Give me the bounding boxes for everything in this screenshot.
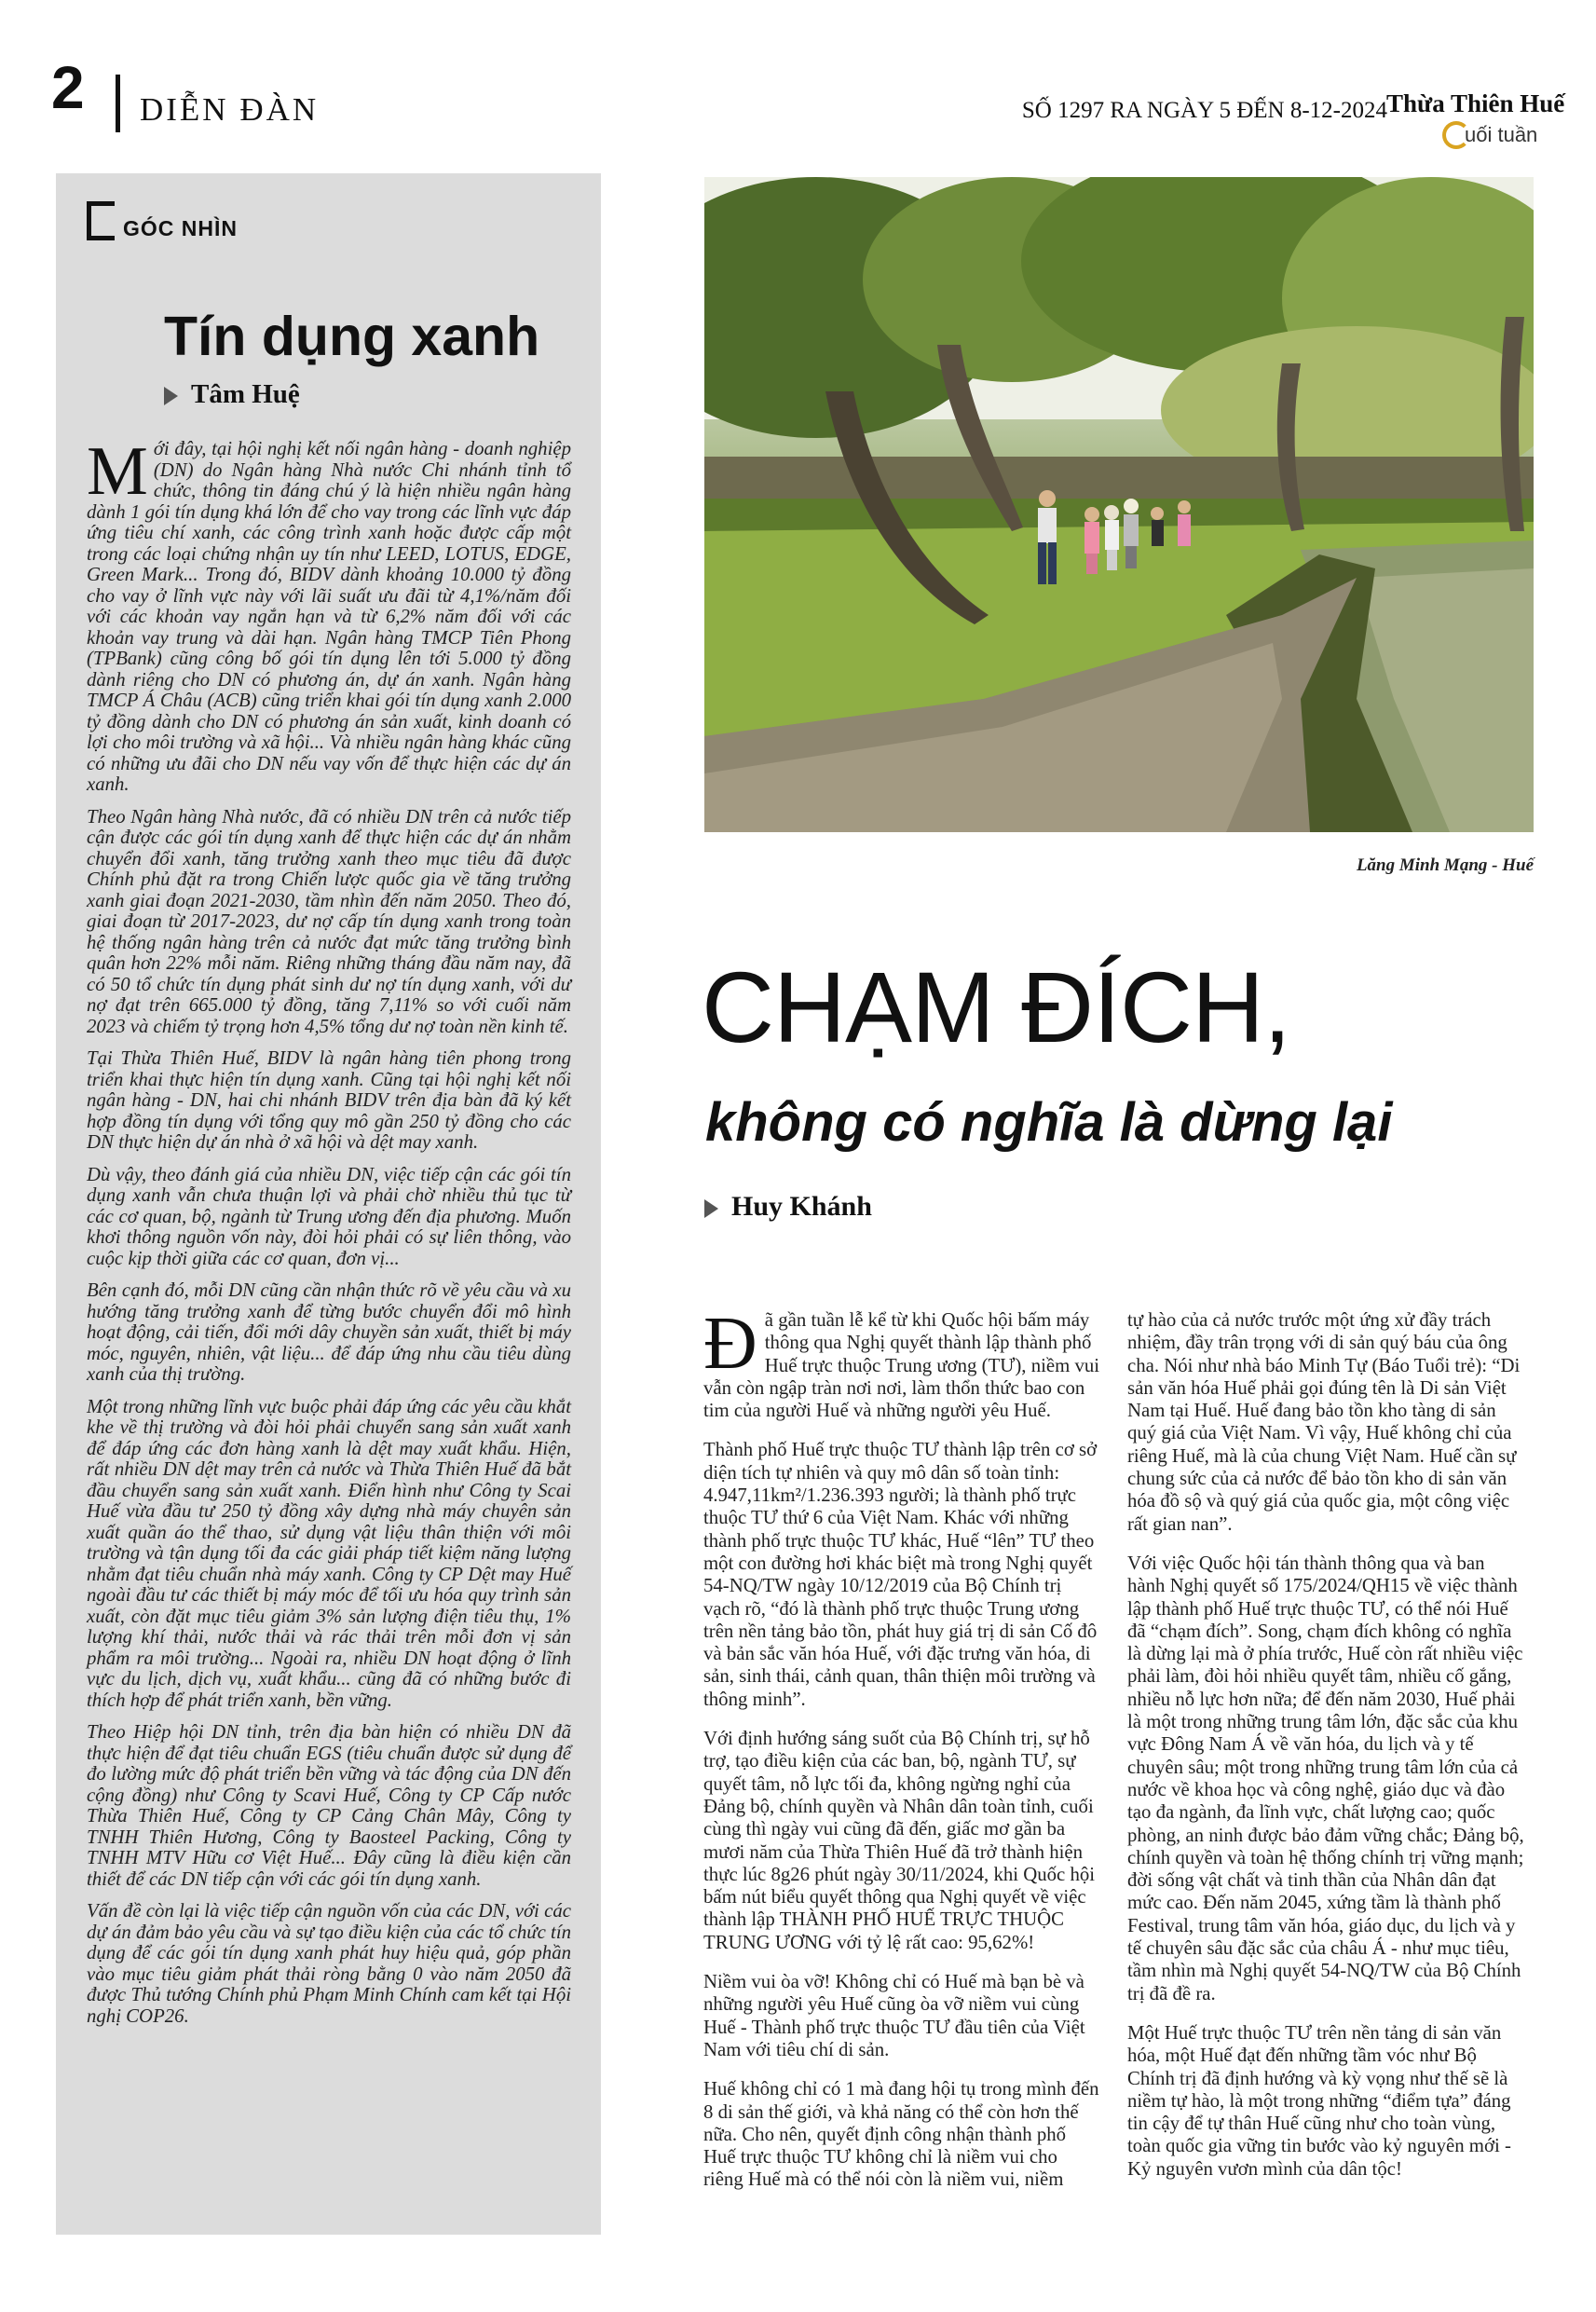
section-title: DIỄN ĐÀN: [140, 91, 320, 128]
sidebar-paragraph-text: ới đây, tại hội nghị kết nối ngân hàng - doanh nghiệp (DN) do Ngân hàng Nhà nước Chi nhánh tỉnh tổ chức, thông tin đáng chú ý là hiện nhiều ngân hàng dành 1 gói tín dụng khá lớn để cho vay trong các lĩnh vực đáp ứng tiêu chí xanh, các công trình xanh hoặc được cấp một trong các loại chứng nhận uy tín như LEED, LOTUS, EDGE, Green Mark... Trong đó, BIDV dành khoảng 10.000 tỷ đồng cho vay ở lĩnh vực này với lãi suất ưu đãi từ 4,1%/năm đối với các khoản vay ngắn hạn và từ 6,2% năm đối với các khoản vay trung và dài hạn. Ngân hàng TMCP Tiên Phong (TPBank) cũng công bố gói tín dụng lên tới 5.000 tỷ đồng dành riêng cho DN có phương án, dự án xanh. Ngân hàng TMCP Á Châu (ACB) cũng triển khai gói tín dụng xanh 2.000 tỷ đồng dành cho DN có phương án sản xuất, kinh doanh có lợi cho môi trường và xã hội... Và nhiều ngân hàng khác cũng có những ưu đãi cho DN nếu vay vốn để thực hiện các dự án xanh.: [87, 438, 571, 795]
sidebar-paragraph: Dù vậy, theo đánh giá của nhiều DN, việc tiếp cận các gói tín dụng xanh vẫn chưa thuận lợi và phải chờ nhiều thủ tục từ các cơ quan, bộ, ngành từ Trung ương đến địa phương. Muốn khơi thông nguồn vốn này, đòi hỏi phải có sự liên thông, vào cuộc kịp thời giữa các cơ quan, đơn vị...: [87, 1163, 571, 1269]
photo-illustration: [704, 177, 1534, 832]
sidebar-paragraph: Theo Ngân hàng Nhà nước, đã có nhiều DN trên cả nước tiếp cận được các gói tín dụng xanh để thực hiện các dự án nhằm chuyển đổi xanh, tăng trưởng xanh theo mục tiêu đã được Chính phủ đặt ra trong Chiến lược quốc gia về tăng trưởng xanh giai đoạn 2021-2030, tầm nhìn đến năm 2050. Theo đó, giai đoạn từ 2017-2023, dư nợ cấp tín dụng xanh trong toàn hệ thống ngân hàng trên cả nước đạt mức tăng trưởng bình quân hơn 22% mỗi năm. Riêng những tháng đầu năm nay, đã có 50 tổ chức tín dụng phát sinh dư nợ tín dụng xanh, với dư nợ đạt trên 665.000 tỷ đồng, tăng 7,11% so với cuối năm 2023 và chiếm tỷ trọng hơn 4,5% tổng dư nợ toàn nền kinh tế.: [87, 805, 571, 1037]
photo-caption: Lăng Minh Mạng - Huế: [1356, 855, 1534, 875]
sidebar-paragraph: Theo Hiệp hội DN tỉnh, trên địa bàn hiện có nhiều DN đã thực hiện để đạt tiêu chuẩn EGS (tiêu chuẩn được sử dụng để đo lường mức độ phát triển bền vững và tác động của DN đến cộng đồng) như Công ty Scavi Huế, Công ty CP Cấp nước Thừa Thiên Huế, Công ty CP Cảng Chân Mây, Công ty TNHH Thiên Hương, Công ty Baosteel Packing, Công ty TNHH MTV Hữu cơ Việt Huế... Đây cũng là điều kiện cần thiết để các DN tiếp cận với các gói tín dụng xanh.: [87, 1721, 571, 1890]
column-label: GÓC NHÌN: [123, 216, 238, 240]
article-paragraph: [703, 1303, 1100, 1422]
sidebar-paragraph: Tại Thừa Thiên Huế, BIDV là ngân hàng tiên phong trong triển khai thực hiện tín dụng xanh. Cũng tại hội nghị kết nối ngân hàng - DN, hai chi nhánh BIDV trên địa bàn đã ký kết hợp đồng tín dụng với tổng quy mô gần 250 tỷ đồng cho các DN thực hiện dự án nhà ở xã hội và dệt may xanh.: [87, 1047, 571, 1153]
sidebar-author: [164, 378, 300, 410]
article-column-1: [703, 1303, 1100, 2209]
brand-subtitle: uối tuần: [1465, 123, 1538, 146]
triangle-bullet-icon: [164, 387, 178, 405]
sidebar-body: [87, 433, 571, 2038]
headline-sub: không có nghĩa là dừng lại: [705, 1092, 1393, 1153]
article-paragraph: tự hào của cả nước trước một ứng xử đầy trách nhiệm, đầy trân trọng với di sản quý báu của ông cha. Nói như nhà báo Minh Tự (Báo Tuổi trẻ): “Di sản văn hóa Huế phải gọi đúng tên là Di sản Việt Nam tại Huế. Huế đang bảo tồn kho tàng di sản quý giá của Việt Nam. Vì vậy, Huế không chỉ của riêng Huế, mà là của chung Việt Nam. Huế cần sự chung sức của cả nước để bảo tồn kho di sản văn hóa đồ sộ và quý giá của quốc gia, một công việc rất gian nan”.: [1127, 1309, 1521, 1535]
article-paragraph-text: ã gần tuần lễ kể từ khi Quốc hội bấm máy thông qua Nghị quyết thành lập thành phố Huế trực thuộc Trung ương (TƯ), niềm vui vẫn còn ngập tràn nơi nơi, làm thổn thức bao con tim của người Huế và những người yêu Huế.: [703, 1309, 1100, 1422]
article-author: [704, 1191, 872, 1223]
article-paragraph: Với việc Quốc hội tán thành thông qua và ban hành Nghị quyết số 175/2024/QH15 về việc thành lập thành phố Huế trực thuộc TƯ, có thể nói Huế đã “chạm đích”. Song, chạm đích không có nghĩa là dừng lại mà ở phía trước, Huế còn rất nhiều việc phải làm, đòi hỏi nhiều quyết tâm, nhiều cố gắng, nhiều nỗ lực hơn nữa; để đến năm 2030, Huế phải là một trong những trung tâm lớn, đặc sắc của khu vực Đông Nam Á về văn hóa, du lịch và y tế chuyên sâu; một trong những trung tâm lớn của cả nước về khoa học và công nghệ, giáo dục và đào tạo đa ngành, đa lĩnh vực, chất lượng cao; quốc phòng, an ninh được bảo đảm vững chắc; Đảng bộ, chính quyền và toàn hệ thống chính trị vững mạnh; đời sống vật chất và tinh thần của Nhân dân đạt mức cao. Đến năm 2045, xứng tầm là thành phố Festival, trung tâm văn hóa, giáo dục, du lịch và y tế chuyên sâu đặc sắc của châu Á - như mục tiêu, tầm nhìn mà Nghị quyết 54-NQ/TW của Bộ Chính trị đã đề ra.: [1127, 1552, 1524, 2004]
sidebar-column: [56, 173, 601, 2235]
article-photo: [704, 177, 1534, 832]
article-paragraph: Một Huế trực thuộc TƯ trên nền tảng di sản văn hóa, một Huế đạt đến những tầm vóc như Bộ Chính trị đã định hướng và kỳ vọng như thế sẽ là niềm tự hào, là một trong những “điểm tựa” đáng tin cậy để tự thân Huế cũng như cho toàn vùng, toàn quốc gia vững tin bước vào kỷ nguyên mới - Kỷ nguyên vươn mình của dân tộc!: [1127, 2021, 1511, 2180]
article-paragraph: Niềm vui òa vỡ! Không chỉ có Huế mà bạn bè và những người yêu Huế cũng òa vỡ niềm vui cùng Huế - Thành phố trực thuộc TƯ đầu tiên của Việt Nam với tiêu chí di sản.: [703, 1971, 1085, 2060]
page-number: 2: [51, 54, 85, 121]
article-author-name: Huy Khánh: [731, 1191, 872, 1222]
sidebar-paragraph: Vấn đề còn lại là việc tiếp cận nguồn vốn của các DN, với các dự án đảm bảo yêu cầu và sự tạo điều kiện của các tổ chức tín dụng để các gói tín dụng xanh phát huy hiệu quả, góp phần vào mục tiêu giảm phát thải ròng bằng 0 vào năm 2050 đã được Thủ tướng Chính phủ Phạm Minh Chính cam kết tại Hội nghị COP26.: [87, 1900, 571, 2027]
article-paragraph: Huế không chỉ có 1 mà đang hội tụ trong mình đến 8 di sản thế giới, và khả năng có thể còn hơn thế nữa. Cho nên, quyết định công nhận thành phố Huế trực thuộc TƯ không chỉ là niềm vui cho riêng Huế mà có thể nói còn là niềm vui, niềm: [703, 2078, 1099, 2191]
article-paragraph: Thành phố Huế trực thuộc TƯ thành lập trên cơ sở diện tích tự nhiên và quy mô dân số toàn tỉnh: 4.947,11km²/1.236.393 người; là thành phố trực thuộc TƯ thứ 6 của Việt Nam. Khác với những thành phố trực thuộc TƯ khác, Huế “lên” TƯ theo một con đường hơi khác biệt mà trong Nghị quyết 54-NQ/TW ngày 10/12/2019 của Bộ Chính trị vạch rõ, “đó là thành phố trực thuộc Trung ương trên nền tảng bảo tồn, phát huy giá trị di sản Cố đô và bản sắc văn hóa Huế, với đặc trưng văn hóa, di sản, sinh thái, cảnh quan, thân thiện môi trường và thông minh”.: [703, 1439, 1098, 1710]
header-divider: [116, 75, 120, 132]
brand-title: Thừa Thiên Huế: [1386, 89, 1565, 117]
sidebar-paragraph: Bên cạnh đó, mỗi DN cũng cần nhận thức rõ về yêu cầu và xu hướng tăng trưởng xanh để từng bước chuyển đổi mô hình hoạt động, cải tiến, đổi mới dây chuyền sản xuất, thiết bị máy móc, nguyên, nhiên, vật liệu... để đáp ứng nhu cầu tiêu dùng xanh của thị trường.: [87, 1279, 571, 1385]
article-paragraph: Với định hướng sáng suốt của Bộ Chính trị, sự hỗ trợ, tạo điều kiện của các ban, bộ, ngành TƯ, sự quyết tâm, nỗ lực tối đa, không ngừng nghỉ của Đảng bộ, chính quyền và Nhân dân toàn tỉnh, cuối cùng thì ngày vui cũng đã đến, giấc mơ gần ba mươi năm của Thừa Thiên Huế đã trở thành hiện thực lúc 8g26 phút ngày 30/11/2024, khi Quốc hội bấm nút biểu quyết thông qua Nghị quyết về việc thành lập THÀNH PHỐ HUẾ TRỰC THUỘC TRUNG ƯƠNG với tỷ lệ rất cao: 95,62%!: [703, 1728, 1096, 1953]
sidebar-paragraph: [87, 433, 571, 796]
brand-logo: [1386, 89, 1568, 155]
issue-info: SỐ 1297 RA NGÀY 5 ĐẾN 8-12-2024: [1021, 98, 1387, 123]
sidebar-title: Tín dụng xanh: [164, 306, 540, 367]
triangle-bullet-icon: [704, 1199, 718, 1218]
corner-bracket-icon: [87, 201, 115, 240]
article-column-2: [1127, 1309, 1524, 2197]
article-dropcap: Đ: [703, 1303, 757, 1385]
headline-main: CHẠM ĐÍCH,: [702, 951, 1290, 1063]
sidebar-dropcap: M: [87, 433, 148, 510]
sidebar-paragraph: Một trong những lĩnh vực buộc phải đáp ứng các yêu cầu khắt khe về thị trường và đòi hỏi phải chuyển sang sản xuất xanh để đáp ứng các đơn hàng xanh là dệt may xuất khẩu. Hiện, rất nhiều DN dệt may trên cả nước và Thừa Thiên Huế đã bắt đầu chuyển sang sản xuất xanh. Điển hình như Công ty Scai Huế vừa đầu tư 250 tỷ đồng xây dựng nhà máy chuyên sản xuất quần áo thể thao, sử dụng vật liệu thân thiện với môi trường và tận dụng tối đa các giải pháp tiết kiệm năng lượng nhằm đạt tiêu chuẩn nhà máy xanh. Công ty CP Dệt may Huế ngoài đầu tư các thiết bị máy móc để tối ưu hóa quy trình sản xuất, còn đặt mục tiêu giảm 3% sản lượng điện tiêu thụ, 1% lượng khí thải, nước thải và rác thải trên mỗi đơn vị sản phẩm ra môi trường... Ngoài ra, nhiều DN hoạt động ở lĩnh vực du lịch, dịch vụ, xuất khẩu... cũng đã có những bước đi thích hợp để phát triển xanh, bền vững.: [87, 1395, 571, 1711]
sidebar-author-name: Tâm Huệ: [191, 379, 300, 409]
